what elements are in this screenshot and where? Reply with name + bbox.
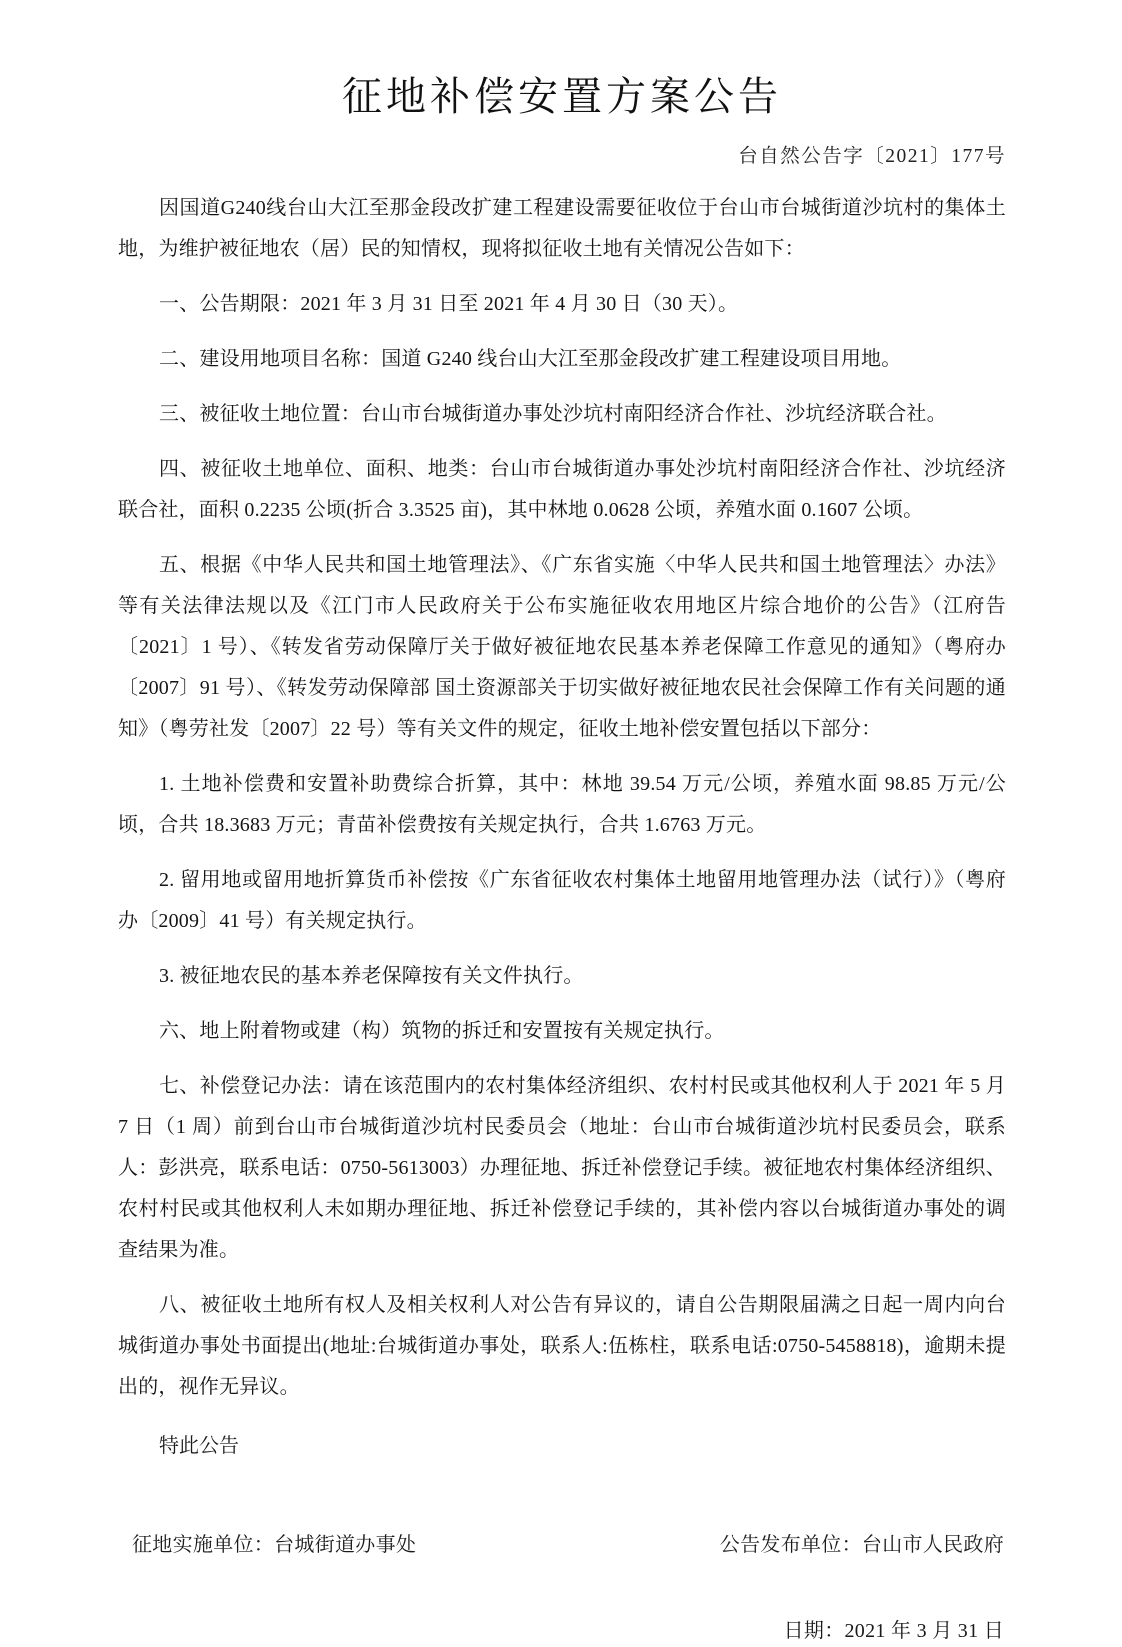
article-item-5-sub-3: 3. 被征地农民的基本养老保障按有关文件执行。 [159, 965, 584, 987]
issuing-unit: 公告发布单位：台山市人民政府 [719, 1534, 1004, 1556]
document-body [118, 0, 1006, 1647]
opening-paragraph: 因国道G240线台山大江至那金段改扩建工程建设需要征收位于台山市台城街道沙坑村的集体土地，为维护被征地农（居）民的知情权，现将拟征收土地有关情况公告如下： [118, 197, 1006, 260]
article-item-8: 八、被征收土地所有权人及相关权利人对公告有异议的，请自公告期限届满之日起一周内向台城街道办事处书面提出(地址:台城街道办事处，联系人:伍栋柱，联系电话:0750-5458818)，逾期未提出的，视作无异议。 [118, 1294, 1006, 1398]
article-item-5: 五、根据《中华人民共和国土地管理法》、《广东省实施〈中华人民共和国土地管理法〉办法》等有关法律法规以及《江门市人民政府关于公布实施征收农用地区片综合地价的公告》（江府告〔2021〕1 号）、《转发省劳动保障厅关于做好被征地农民基本养老保障工作意见的通知》（粤府办〔2007〕91 号）、《转发劳动保障部 国土资源部关于切实做好被征地农民社会保障工作有关问题的通知》（粤劳社发〔2007〕22 号）等有关文件的规定，征收土地补偿安置包括以下部分： [118, 554, 1006, 740]
article-item-5-sub-1: 1. 土地补偿费和安置补助费综合折算，其中：林地 39.54 万元/公顷，养殖水面 98.85 万元/公顷，合共 18.3683 万元；青苗补偿费按有关规定执行，合共 1.6763 万元。 [118, 773, 1006, 836]
article-item-7: 七、补偿登记办法：请在该范围内的农村集体经济组织、农村村民或其他权利人于 2021 年 5 月 7 日（1 周）前到台山市台城街道沙坑村民委员会（地址：台山市台城街道沙坑村民委员会，联系人：彭洪亮，联系电话：0750-5613003）办理征地、拆迁补偿登记手续。被征地农村集体经济组织、农村村民或其他权利人未如期办理征地、拆迁补偿登记手续的，其补偿内容以台城街道办事处的调查结果为准。 [118, 1075, 1006, 1261]
article-item-4: 四、被征收土地单位、面积、地类：台山市台城街道办事处沙坑村南阳经济合作社、沙坑经济联合社，面积 0.2235 公顷(折合 3.3525 亩)，其中林地 0.0628 公顷，养殖水面 0.1607 公顷。 [118, 458, 1006, 521]
implementing-unit: 征地实施单位：台城街道办事处 [132, 1534, 417, 1556]
article-item-6: 六、地上附着物或建（构）筑物的拆迁和安置按有关规定执行。 [159, 1020, 725, 1042]
closing-statement: 特此公告 [159, 1435, 239, 1457]
signature-block [118, 1467, 1006, 1561]
article-item-1: 一、公告期限：2021 年 3 月 31 日至 2021 年 4 月 30 日（30 天）。 [159, 293, 739, 315]
page-title: 征地补偿安置方案公告 [342, 74, 782, 119]
document-number: 台自然公告字〔2021〕177号 [738, 146, 1006, 167]
issue-date: 日期：2021 年 3 月 31 日 [783, 1620, 1004, 1642]
article-item-3: 三、被征收土地位置：台山市台城街道办事处沙坑村南阳经济合作社、沙坑经济联合社。 [159, 403, 947, 425]
article-item-2: 二、建设用地项目名称：国道 G240 线台山大江至那金段改扩建工程建设项目用地。 [159, 348, 902, 370]
article-item-5-sub-2: 2. 留用地或留用地折算货币补偿按《广东省征收农村集体土地留用地管理办法（试行）》（粤府办〔2009〕41 号）有关规定执行。 [118, 869, 1006, 932]
